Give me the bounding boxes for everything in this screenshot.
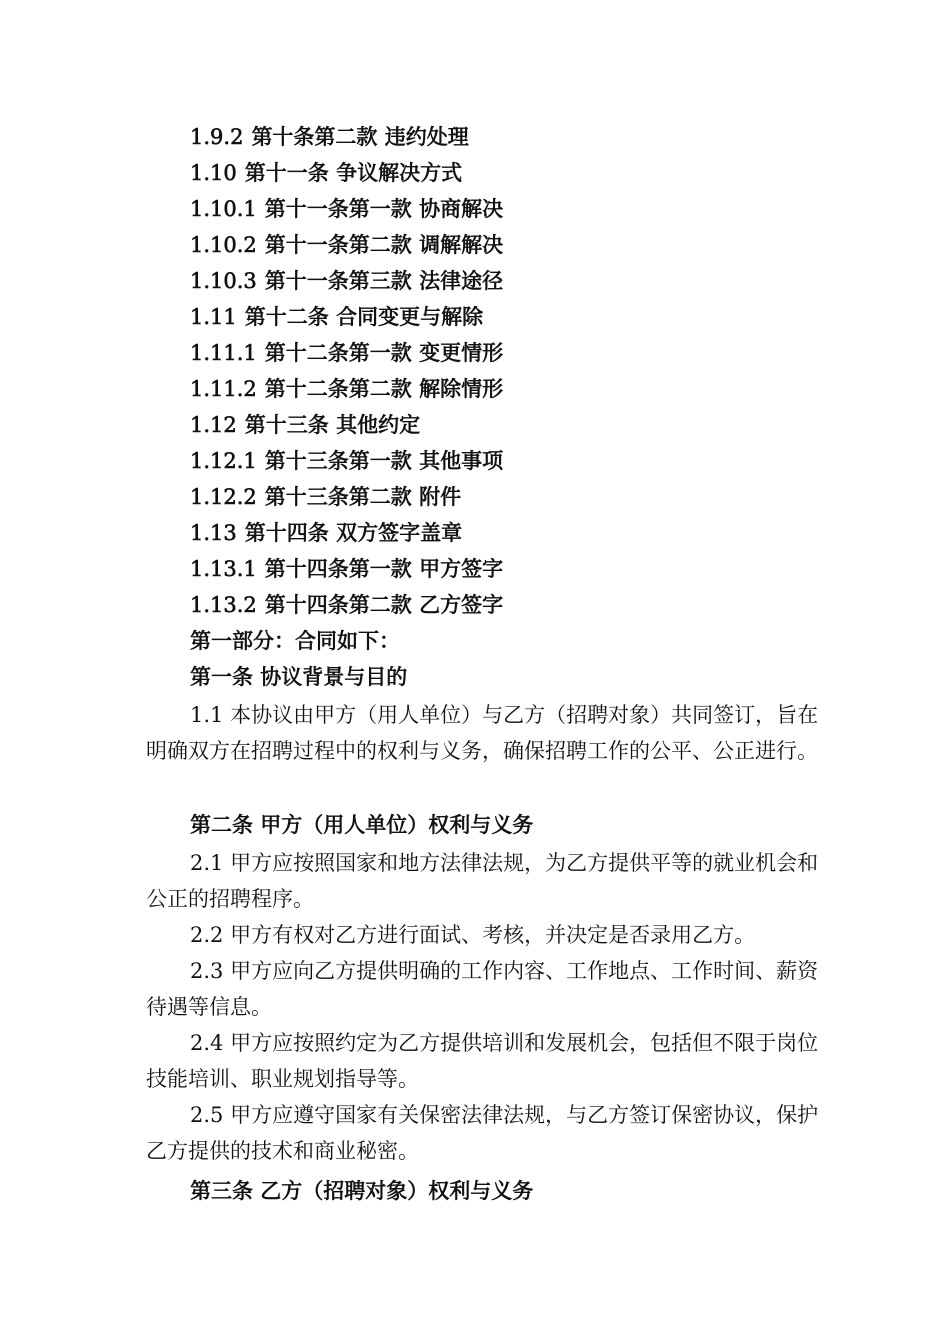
- toc-number: 1.13.1: [190, 557, 257, 581]
- toc-entry: [190, 191, 503, 227]
- toc-title: 第十三条第一款 其他事项: [264, 448, 504, 473]
- toc-entry: [190, 263, 503, 299]
- toc-title: 第十二条 合同变更与解除: [244, 304, 484, 329]
- toc-number: 1.10.1: [190, 197, 257, 221]
- toc-title: 第十四条 双方签字盖章: [244, 520, 463, 545]
- toc-title: 第十一条第二款 调解解决: [264, 232, 504, 257]
- toc-title: 第十四条第二款 乙方签字: [264, 592, 504, 617]
- toc-title: 第十二条第二款 解除情形: [264, 376, 504, 401]
- toc-number: 1.11: [190, 305, 237, 329]
- article-heading: 第三条 乙方（招聘对象）权利与义务: [190, 1178, 534, 1203]
- toc-entry: [190, 155, 462, 191]
- toc-number: 1.11.1: [190, 341, 257, 365]
- article-heading: 第二条 甲方（用人单位）权利与义务: [190, 812, 534, 837]
- clause-paragraph: 1.1 本协议由甲方（用人单位）与乙方（招聘对象）共同签订，旨在明确双方在招聘过程中的权利与义务，确保招聘工作的公平、公正进行。: [146, 703, 819, 763]
- toc-number: 1.11.2: [190, 377, 257, 401]
- toc-title: 第十四条第一款 甲方签字: [264, 556, 504, 581]
- toc-number: 1.13.2: [190, 593, 257, 617]
- toc-entry: [190, 227, 503, 263]
- clause-paragraph: 2.5 甲方应遵守国家有关保密法律法规，与乙方签订保密协议，保护乙方提供的技术和商业秘密。: [146, 1103, 819, 1163]
- toc-number: 1.10.2: [190, 233, 257, 257]
- article-heading: 第一条 协议背景与目的: [190, 664, 408, 689]
- toc-number: 1.12.1: [190, 449, 257, 473]
- clause-paragraph: 2.4 甲方应按照约定为乙方提供培训和发展机会，包括但不限于岗位技能培训、职业规划指导等。: [146, 1031, 819, 1091]
- toc-number: 1.10: [190, 161, 237, 185]
- toc-entry: [190, 407, 420, 443]
- part-heading: 第一部分：合同如下：: [190, 628, 400, 653]
- toc-number: 1.9.2: [190, 125, 244, 149]
- toc-title: 第十二条第一款 变更情形: [264, 340, 504, 365]
- toc-entry: [190, 479, 461, 515]
- toc-title: 第十三条第二款 附件: [264, 484, 462, 509]
- toc-title: 第十三条 其他约定: [244, 412, 421, 437]
- clause-paragraph: 2.3 甲方应向乙方提供明确的工作内容、工作地点、工作时间、薪资待遇等信息。: [146, 959, 819, 1019]
- toc-number: 1.12: [190, 413, 237, 437]
- toc-entry: [190, 515, 462, 551]
- clause-paragraph: 2.2 甲方有权对乙方进行面试、考核，并决定是否录用乙方。: [190, 923, 756, 947]
- toc-entry: [190, 371, 503, 407]
- toc-title: 第十一条第一款 协商解决: [264, 196, 504, 221]
- toc-number: 1.10.3: [190, 269, 257, 293]
- toc-entry: [190, 587, 503, 623]
- toc-entry: [190, 443, 503, 479]
- toc-number: 1.12.2: [190, 485, 257, 509]
- toc-title: 第十一条 争议解决方式: [244, 160, 463, 185]
- clause-paragraph: 2.1 甲方应按照国家和地方法律法规，为乙方提供平等的就业机会和公正的招聘程序。: [146, 851, 819, 911]
- toc-title: 第十一条第三款 法律途径: [264, 268, 504, 293]
- toc-entry: [190, 551, 503, 587]
- toc-number: 1.13: [190, 521, 237, 545]
- toc-entry: [190, 299, 483, 335]
- toc-title: 第十条第二款 违约处理: [251, 124, 469, 149]
- toc-entry: [190, 119, 469, 155]
- toc-entry: [190, 335, 503, 371]
